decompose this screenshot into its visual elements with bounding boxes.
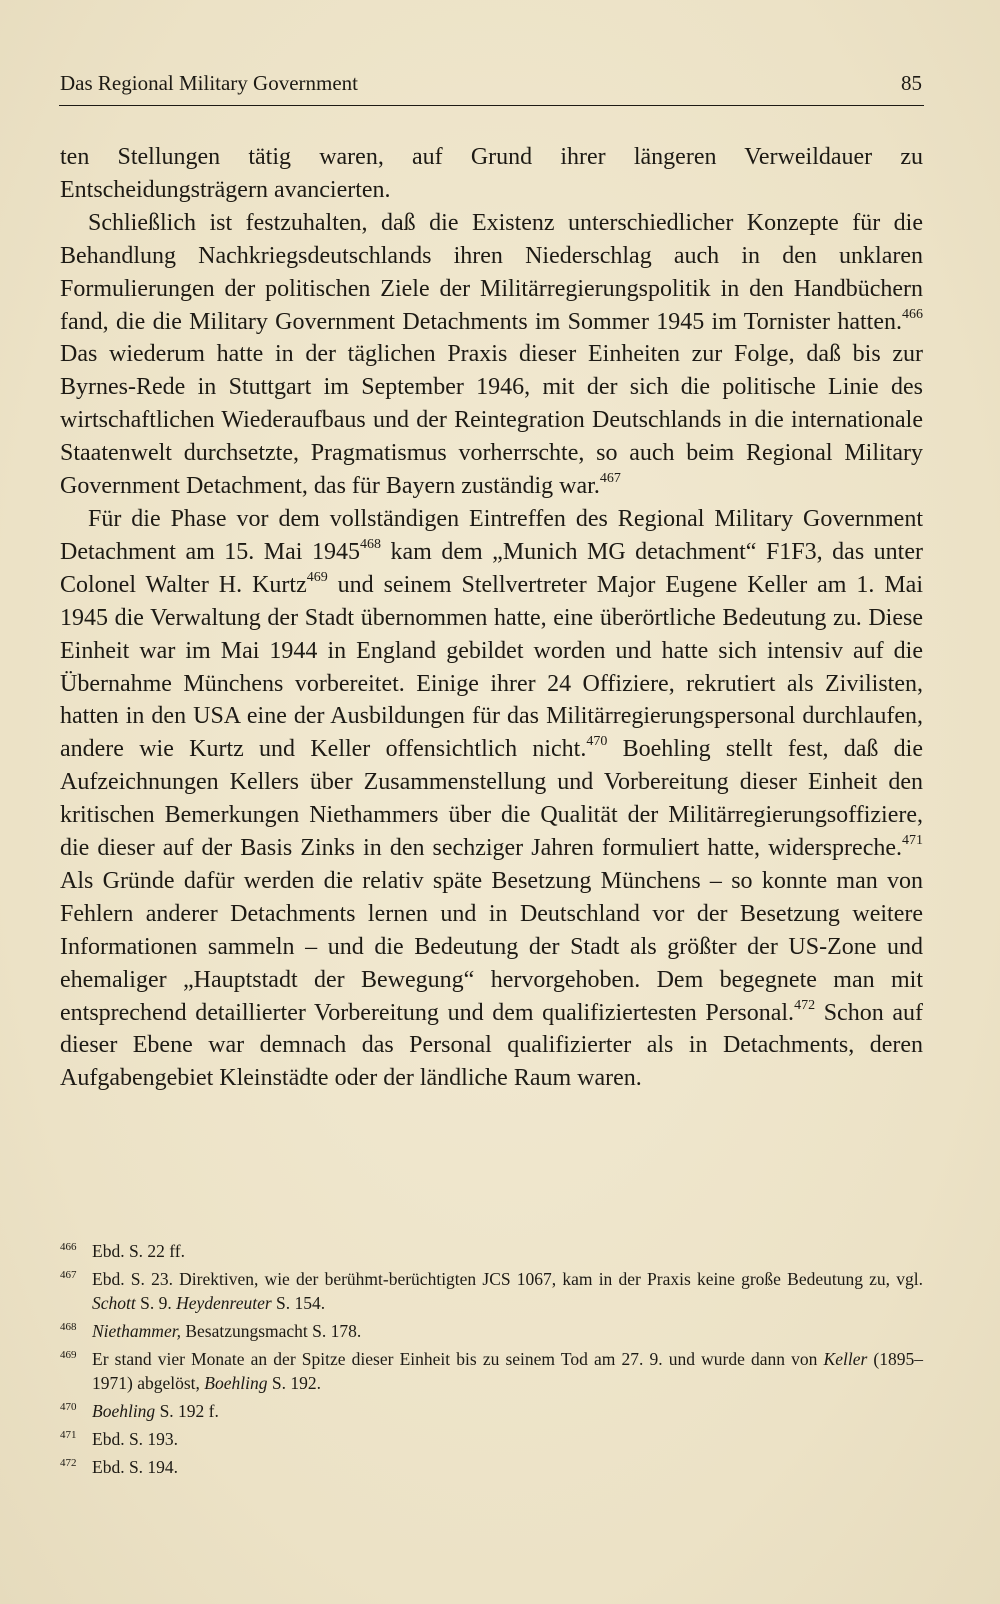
footnote-470 xyxy=(60,1399,923,1423)
footnote-ref-467: 467 xyxy=(599,471,621,487)
footnote-number: 468 xyxy=(60,1321,77,1333)
footnote-text xyxy=(92,1267,923,1315)
footnote-472 xyxy=(60,1455,923,1479)
footnote-text xyxy=(92,1399,923,1423)
paragraph-1-text: ten Stellungen tätig waren, auf Grund ihrer längeren Verweildauer zu Entscheidungsträgern avancierten. xyxy=(60,144,923,203)
footnote-text-part: S. 9. xyxy=(135,1293,177,1313)
footnote-number: 472 xyxy=(60,1457,77,1469)
page-number: 85 xyxy=(901,71,922,95)
paragraph-3-text-e: Als Gründe dafür werden die relativ späte Besetzung Münchens – so konnte man von Fehlern anderer Detachments lernen und in Deutschland vor der Besetzung weitere Informationen sammeln – und die Bedeutung der Stadt als größter der US-Zone und ehemaliger „Hauptstadt der Bewegung“ hervorgehoben. Dem begegnete man mit entsprechend detaillierter Vorbereitung und dem qualifiziertesten Personal. xyxy=(60,867,923,1026)
footnote-number: 471 xyxy=(60,1429,77,1441)
footnote-text-part: (1895–1971) abgelöst, xyxy=(92,1349,924,1393)
footnote-471 xyxy=(60,1427,923,1451)
footnote-author: Boehling xyxy=(92,1401,156,1421)
running-title: Das Regional Military Government xyxy=(60,71,359,95)
footnote-text-part: S. 154. xyxy=(271,1293,326,1313)
footnote-ref-468: 468 xyxy=(359,536,381,552)
paragraph-2-text-b: Das wiederum hatte in der täglichen Praxis dieser Einheiten zur Folge, daß bis zur Byrnes-Rede in Stuttgart im September 1946, mit der sich die politische Linie des wirtschaftlichen Wiederaufbaus und der Reintegration Deutschlands in die internationale Staatenwelt durchsetzte, Pragmatismus vorherrschte, so auch beim Regional Military Government Detachment, das für Bayern zuständig war. xyxy=(60,341,923,500)
footnote-number: 469 xyxy=(60,1349,77,1361)
paragraph-1 xyxy=(60,141,923,207)
paragraph-3-text-c: und seinem Stellvertreter Major Eugene Keller am 1. Mai 1945 die Verwaltung der Stadt übernommen hatte, eine überörtliche Bedeutung zu. Diese Einheit war im Mai 1944 in England gebildet worden und hatte sich intensiv auf die Übernahme Münchens vorbereitet. Einige ihrer 24 Offiziere, rekrutiert als Zivilisten, hatten in den USA eine der Ausbildungen für das Militärregierungspersonal durchlaufen, andere wie Kurtz und Keller offensichtlich nicht. xyxy=(60,571,923,763)
footnote-author: Heydenreuter xyxy=(176,1293,272,1313)
footnotes xyxy=(60,1239,923,1483)
footnote-text: Ebd. S. 194. xyxy=(92,1457,179,1477)
footnote-text xyxy=(92,1319,923,1343)
paragraph-2 xyxy=(60,207,923,503)
footnote-text-part: Ebd. S. 23. Direktiven, wie der berühmt-berüchtigten JCS 1067, kam in der Praxis keine große Bedeutung zu, vgl. xyxy=(92,1269,923,1289)
paragraph-2-text-a: Schließlich ist festzuhalten, daß die Existenz unterschiedlicher Konzepte für die Behandlung Nachkriegsdeutschlands ihren Niederschlag auch in den unklaren Formulierungen der politischen Ziele der Militärregierungspolitik in den Handbüchern fand, die die Military Government Detachments im Sommer 1945 im Tornister hatten. xyxy=(60,209,923,335)
footnote-text-part: Besatzungsmacht S. 178. xyxy=(180,1321,362,1341)
body-text xyxy=(60,141,923,1095)
paragraph-3 xyxy=(60,503,923,1095)
page-header xyxy=(60,70,922,96)
footnote-text-part: Er stand vier Monate an der Spitze dieser Einheit bis zu seinem Tod am 27. 9. und wurde dann von xyxy=(92,1349,824,1369)
footnote-number: 466 xyxy=(60,1241,77,1253)
footnote-468 xyxy=(60,1319,923,1343)
footnote-466 xyxy=(60,1239,923,1263)
footnote-467 xyxy=(60,1267,923,1315)
paragraph-3-text-f: Schon auf dieser Ebene war demnach das Personal qualifizierter als in Detachments, deren Aufgabengebiet Kleinstädte oder der ländliche Raum waren. xyxy=(60,999,923,1092)
footnote-ref-471: 471 xyxy=(902,833,923,849)
footnote-text-part: S. 192 f. xyxy=(155,1401,219,1421)
footnote-469 xyxy=(60,1347,923,1395)
footnote-ref-472: 472 xyxy=(794,997,816,1013)
footnote-ref-470: 470 xyxy=(586,734,608,750)
footnote-text xyxy=(92,1347,923,1395)
footnote-ref-469: 469 xyxy=(306,569,328,585)
footnote-author: Niethammer, xyxy=(92,1321,181,1341)
footnote-author: Boehling xyxy=(204,1373,268,1393)
footnote-number: 470 xyxy=(60,1401,77,1413)
header-rule xyxy=(59,105,924,106)
footnote-text: Ebd. S. 193. xyxy=(92,1429,179,1449)
footnote-author: Keller xyxy=(823,1349,868,1369)
footnote-ref-466: 466 xyxy=(902,306,923,322)
footnote-author: Schott xyxy=(92,1293,136,1313)
paragraph-3-text-d: Boehling stellt fest, daß die Aufzeichnungen Kellers über Zusammenstellung und Vorbereitung dieser Einheit den kritischen Bemerkungen Niethammers über die Qualität der Militärregierungsoffiziere, die dieser auf der Basis Zinks in den sechziger Jahren formuliert hatte, widerspreche. xyxy=(60,736,924,862)
footnote-text-part: S. 192. xyxy=(267,1373,321,1393)
footnote-number: 467 xyxy=(60,1269,77,1281)
paragraph-3-text-b: kam dem „Munich MG detachment“ F1F3, das unter Colonel Walter H. Kurtz xyxy=(60,538,923,598)
paragraph-3-text-a: Für die Phase vor dem vollständigen Eintreffen des Regional Military Government Detachment am 15. Mai 1945 xyxy=(60,505,923,565)
footnote-text: Ebd. S. 22 ff. xyxy=(92,1241,186,1261)
